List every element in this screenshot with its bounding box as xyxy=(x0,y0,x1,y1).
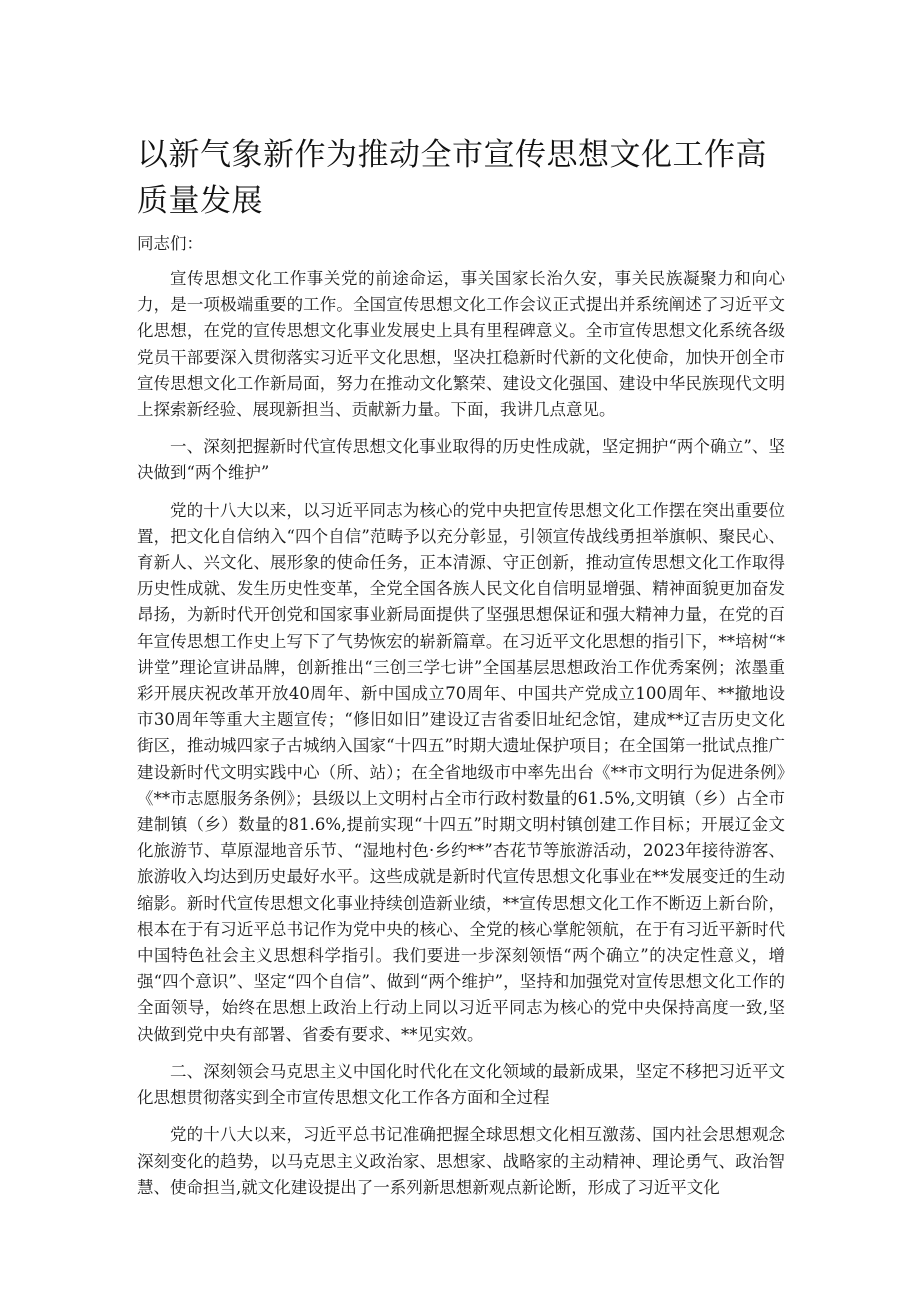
section-2-paragraph: 党的十八大以来，习近平总书记准确把握全球思想文化相互激荡、国内社会思想观念深刻变化的趋势，以马克思主义政治家、思想家、战略家的主动精神、理论勇气、政治智慧、使命担当,就文化建设提出了一系列新思想新观点新论断，形成了习近平文化 xyxy=(137,1125,785,1197)
salutation: 同志们： xyxy=(137,234,203,253)
intro-paragraph: 宣传思想文化工作事关党的前途命运，事关国家长治久安，事关民族凝聚力和向心力，是一项极端重要的工作。全国宣传思想文化工作会议正式提出并系统阐述了习近平文化思想，在党的宣传思想文化事业发展史上具有里程碑意义。全市宣传思想文化系统各级党员干部要深入贯彻落实习近平文化思想，坚决扛稳新时代新的文化使命，加快开创全市宣传思想文化工作新局面，努力在推动文化繁荣、建设文化强国、建设中华民族现代文明上探索新经验、展现新担当、贡献新力量。下面，我讲几点意见。 xyxy=(137,269,785,420)
document-title: 以新气象新作为推动全市宣传思想文化工作高质量发展 xyxy=(137,137,767,219)
document-body xyxy=(137,266,785,1212)
section-1-paragraph: 党的十八大以来，以习近平同志为核心的党中央把宣传思想文化工作摆在突出重要位置，把文化自信纳入“四个自信”范畴予以充分彰显，引领宣传战线勇担举旗帜、聚民心、育新人、兴文化、展形象的使命任务，正本清源、守正创新，推动宣传思想文化工作取得历史性成就、发生历史性变革，全党全国各族人民文化自信明显增强、精神面貌更加奋发昂扬，为新时代开创党和国家事业新局面提供了坚强思想保证和强大精神力量，在党的百年宣传思想工作史上写下了气势恢宏的崭新篇章。在习近平文化思想的指引下，**培树“*讲堂”理论宣讲品牌，创新推出“三创三学七讲”全国基层思想政治工作优秀案例；浓墨重彩开展庆祝改革开放40周年、新中国成立70周年、中国共产党成立100周年、**撤地设市30周年等重大主题宣传；“修旧如旧”建设辽吉省委旧址纪念馆，建成**辽吉历史文化街区，推动城四家子古城纳入国家“十四五”时期大遗址保护项目；在全国第一批试点推广建设新时代文明实践中心（所、站）；在全省地级市中率先出台《**市文明行为促进条例》《**市志愿服务条例》；县级以上文明村占全市行政村数量的61.5%,文明镇（乡）占全市建制镇（乡）数量的81.6%,提前实现“十四五”时期文明村镇创建工作目标；开展辽金文化旅游节、草原湿地音乐节、“湿地村色·乡约**”杏花节等旅游活动，2023年接待游客、旅游收入均达到历史最好水平。这些成就是新时代宣传思想文化事业在**发展变迁的生动缩影。新时代宣传思想文化事业持续创造新业绩，**宣传思想文化工作不断迈上新台阶，根本在于有习近平总书记作为党中央的核心、全党的核心掌舵领航，在于有习近平新时代中国特色社会主义思想科学指引。我们要进一步深刻领悟“两个确立”的决定性意义，增强“四个意识”、坚定“四个自信”、做到“两个维护”，坚持和加强党对宣传思想文化工作的全面领导，始终在思想上政治上行动上同以习近平同志为核心的党中央保持高度一致,坚决做到党中央有部署、省委有要求、**见实效。 xyxy=(137,500,785,1044)
section-heading-1: 一、深刻把握新时代宣传思想文化事业取得的历史性成就，坚定拥护“两个确立”、坚决做到“两个维护” xyxy=(137,437,785,483)
section-heading-2: 二、深刻领会马克思主义中国化时代化在文化领域的最新成果，坚定不移把习近平文化思想贯彻落实到全市宣传思想文化工作各方面和全过程 xyxy=(137,1061,785,1108)
